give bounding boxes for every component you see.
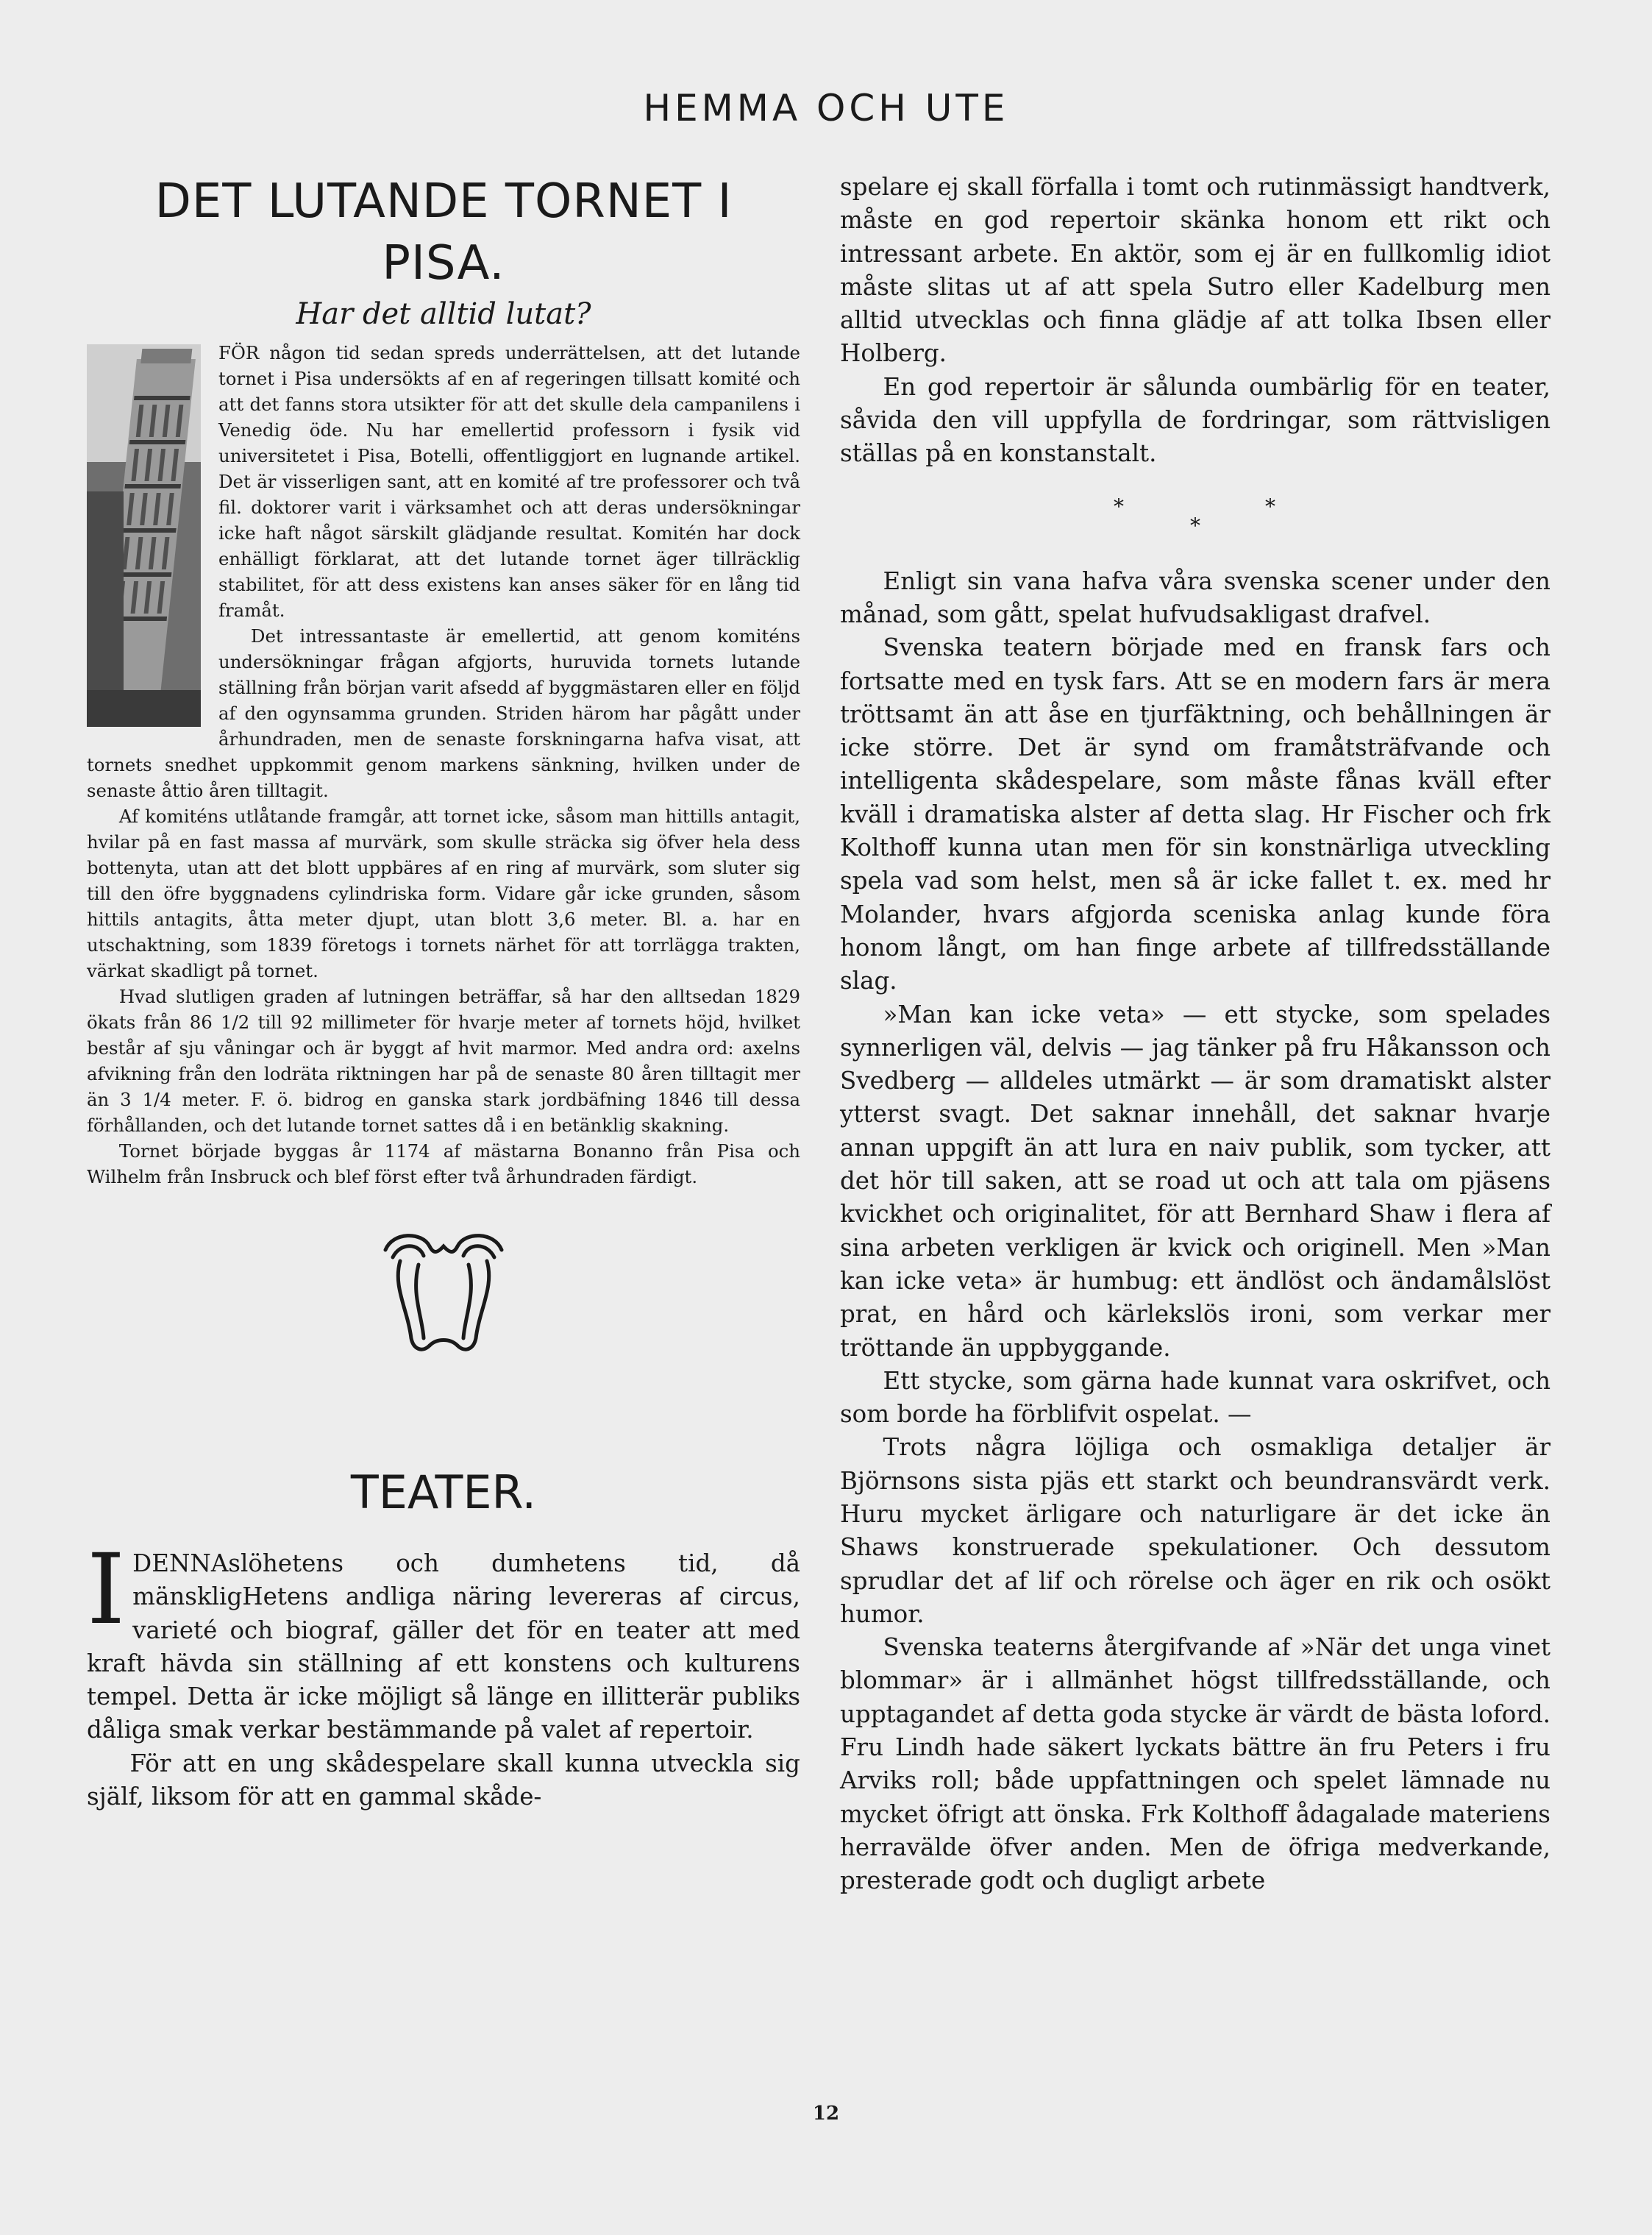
paragraph: Ett stycke, som gärna hade kunnat vara oskrifvet, och som borde ha förblifvit ospelat. — xyxy=(840,1366,1550,1429)
right-column xyxy=(840,171,1550,1898)
left-column xyxy=(87,171,800,1813)
art-nouveau-ornament-icon xyxy=(378,1228,509,1360)
paragraph: Hvad slutligen graden af lutningen beträffar, så har den alltsedan 1829 ökats från 86 1/2 till 92 millimeter för hvarje meter af tornets höjd, hvilket består af sju våningar och är byggt af hvit marmor. Med andra ord: axelns afvikning från den lodräta riktningen har på de senaste 80 åren tilltagit mer än 3 1/4 meter. F. ö. bidrog en ganska stark jordbäfning 1846 till dessa förhållanden, och det lutande tornet sattes då i en betänklig skakning. xyxy=(87,986,800,1136)
running-head: HEMMA OCH UTE xyxy=(643,87,1009,129)
teater-heading: TEATER. xyxy=(350,1465,537,1519)
paragraph: Svenska teatern började med en fransk fars och fortsatte med en tysk fars. Att se en modern fars är mera tröttsamt än att åse en tjurfäktning, och behållningen är icke större. Det är synd om framåtsträfvande och intelligenta skådespelare, som måste fånas kväll efter kväll i dramatiska alster af detta slag. Hr Fischer och frk Kolthoff kunna utan men för sin konstnärliga utveckling spela vad som helst, men så är icke fallet t. ex. med hr Molander, hvars afgjorda sceniska anlag kunde föra honom långt, om han finge arbete af tillfredsställande slag. xyxy=(840,633,1550,995)
paragraph: FÖR någon tid sedan spreds underrättelsen, att det lutande tornet i Pisa undersökts af en af regeringen tillsatt komité och att det fanns stora utsikter för att det skulle dela campanilens i Venedig öde. Nu har emellertid professorn i fysik vid universitetet i Pisa, Botelli, offentliggjort en lugnande artikel. Det är visserligen sant, att en komité af tre professorer och två fil. doktorer varit i värksamhet och att deras undersökningar icke haft något särskilt glädjande resultat. Komitén har dock enhälligt förklarat, att det lutande tornet äger tillräcklig stabilitet, för att dess existens kan anses säker för en lång tid framåt. xyxy=(218,342,800,621)
star: * xyxy=(1265,494,1275,519)
paragraph: Tornet började byggas år 1174 af mästarna Bonanno från Pisa och Wilhelm från Insbruck och blef först efter två århundraden färdigt. xyxy=(87,1140,800,1187)
star: * xyxy=(1190,513,1200,538)
paragraph xyxy=(87,1533,800,1747)
article-subtitle: Har det alltid lutat? xyxy=(296,297,591,331)
article-body xyxy=(87,340,800,1190)
paragraph: »Man kan icke veta» — ett stycke, som spelades synnerligen väl, delvis — jag tänker på fru Håkansson och Svedberg — alldeles utmärkt — är som dramatiskt alster ytterst svagt. Det saknar innehåll, det saknar hvarje annan uppgift än att lura en naiv publik, som tycker, att det hör till saken, att se road ut och att tala om pjäsens kvickhet och originalitet, för att Bernhard Shaw i flera af sina arbeten verkligen är kvick och originell. Men »Man kan icke veta» är humbug: ett ändlöst och ändamålslöst prat, en hård och kärlekslös ironi, som verkar mer tröttande än uppbyggande. xyxy=(840,1000,1550,1362)
paragraph: En god repertoir är sålunda oumbärlig för en teater, såvida den vill uppfylla de fordringar, som rättvisligen ställas på en konstanstalt. xyxy=(840,372,1550,468)
page-number: 12 xyxy=(812,2103,840,2125)
paragraph-text: slöhetens och dumhetens tid, då mänskligHetens andliga näring levereras af circus, varieté och biograf, gäller det för en teater att med kraft hävda sin ställning af ett konstens och kulturens tempel. Detta är icke möjligt så länge en illitterär publiks dåliga smak verkar bestämmande på valet af repertoir. xyxy=(87,1549,800,1744)
paragraph: Det intressantaste är emellertid, att genom komiténs undersökningar frågan afgjorts, huruvida tornets lutande ställning från början varit afsedd af byggmästaren eller en följd af den ogynsamma grunden. Striden härom har pågått under århundraden, men de senaste forskningarna hafva visat, att tornets snedhet uppkommit genom markens sänkning, hvilken under de senaste åttio åren tilltagit. xyxy=(87,625,800,801)
paragraph: Svenska teaterns återgifvande af »När det unga vinet blommar» är i allmänhet högst tillfredsställande, och upptagandet af detta goda stycke är värdt de bästa loford. Fru Lindh hade säkert lyckats bättre än fru Peters i fru Arviks roll; både uppfattningen och spelet lämnade nu mycket öfrigt att önska. Frk Kolthoff ådagalade materiens herravälde öfver anden. Men de öfriga medverkande, presterade godt och dugligt arbete xyxy=(840,1633,1550,1895)
star: * xyxy=(1114,494,1124,519)
paragraph: Af komiténs utlåtande framgår, att tornet icke, såsom man hittills antagit, hvilar på en fast massa af murvärk, som skulle sträcka sig öfver hela dess bottenyta, utan att det blott uppbäres af en ring af murvärk, som sluter sig till den öfre byggnadens cylindriska form. Vidare går icke grunden, såsom hittils antagits, åtta meter djupt, utan blott 3,6 meter. Bl. a. har en utschaktning, som 1839 företogs i tornets närhet för att torrlägga trakten, värkat skadligt på tornet. xyxy=(87,806,800,981)
opening-smallcaps: DENNA xyxy=(132,1549,229,1577)
paragraph: spelare ej skall förfalla i tomt och rutinmässigt handtverk, måste en god repertoir skänka honom ett rikt och intressant arbete. En aktör, som ej är en fullkomlig idiot måste slitas ut af att spela Sutro eller Kadelburg men alltid utvecklas och finna glädje af att tolka Ibsen eller Holberg. xyxy=(840,173,1550,368)
paragraph: För att en ung skådespelare skall kunna utveckla sig själf, liksom för att en gammal skåde- xyxy=(87,1749,800,1811)
leaning-tower-photo xyxy=(87,344,201,727)
paragraph: Trots några löjliga och osmakliga detaljer är Björnsons sista pjäs ett starkt och beundransvärdt verk. Huru mycket ärligare och naturligare är det icke än Shaws konstruerade spekulationer. Och dessutom sprudlar det af lif och rörelse och äger en rik och osökt humor. xyxy=(840,1433,1550,1628)
section-break xyxy=(840,471,1550,559)
ornament xyxy=(87,1228,800,1368)
drop-cap: I xyxy=(87,1533,126,1646)
teater-body-left xyxy=(87,1533,800,1813)
article-title: DET LUTANDE TORNET I PISA. xyxy=(154,174,733,291)
paragraph: Enligt sin vana hafva våra svenska scener under den månad, som gått, spelat hufvudsakligast drafvel. xyxy=(840,566,1550,628)
